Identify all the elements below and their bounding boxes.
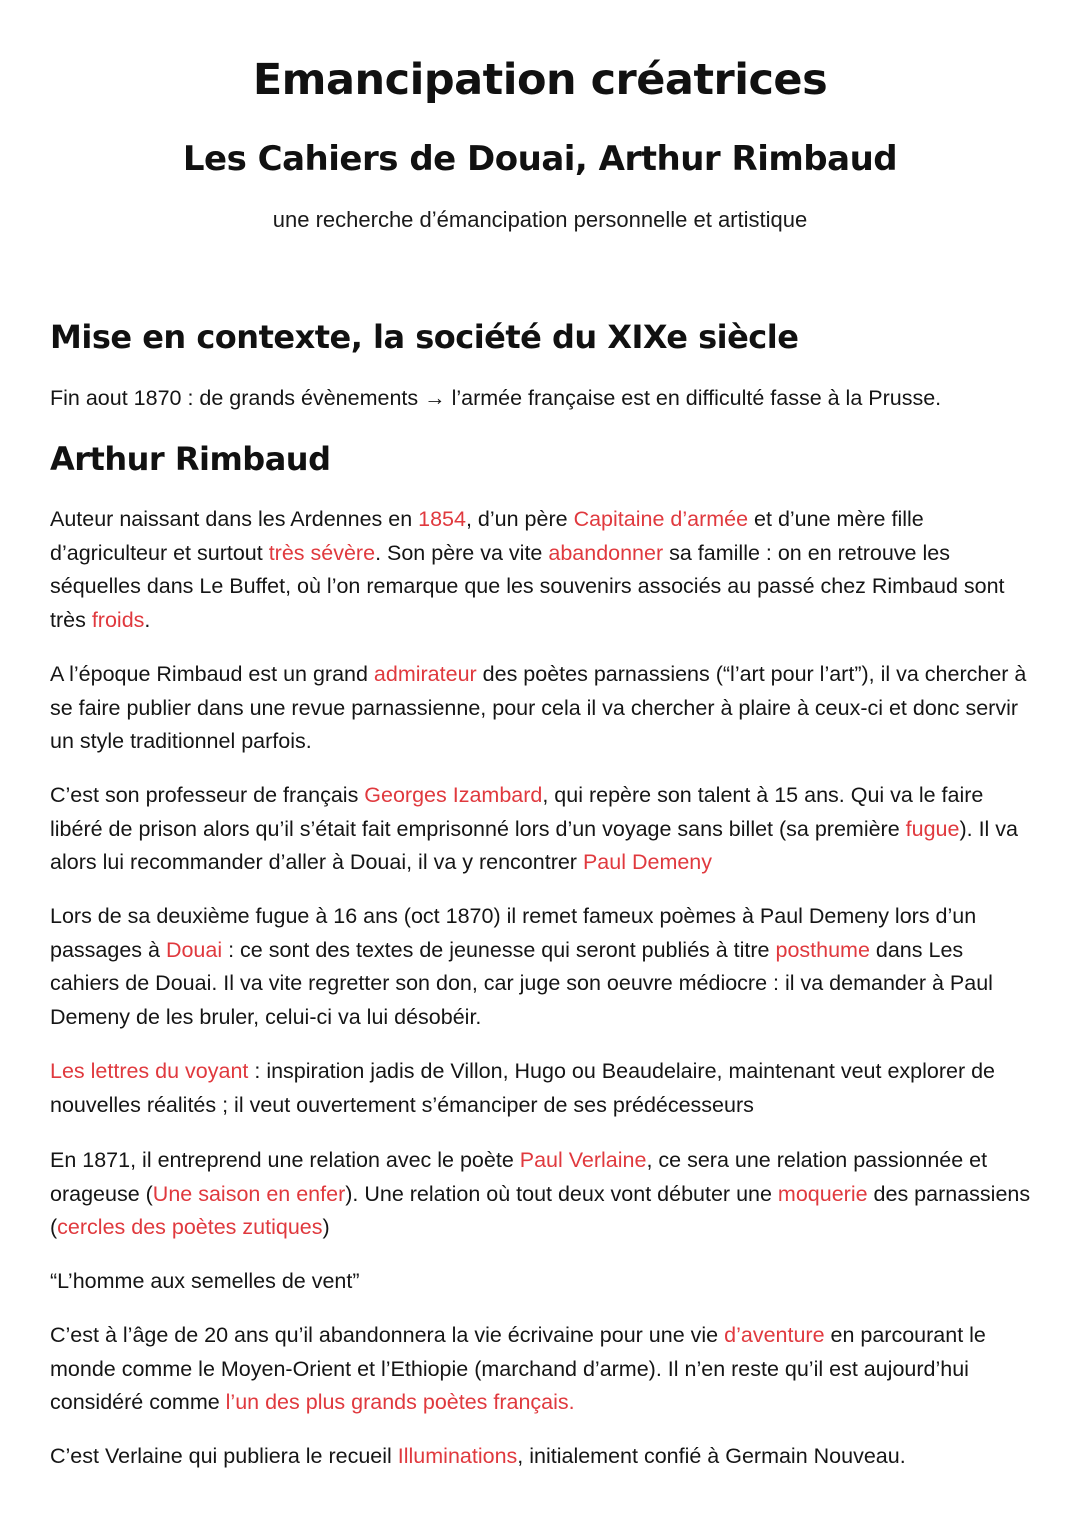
text-segment: et d’une mère fille d’agriculteur et surtout	[50, 507, 924, 565]
highlight-term: abandonner	[548, 540, 664, 565]
text-segment: Auteur naissant dans les Ardennes en	[50, 507, 419, 531]
text-segment: . Son père va vite	[375, 540, 549, 565]
text-segment: .	[144, 607, 151, 632]
highlight-term: admirateur	[373, 662, 477, 686]
text-segment: ). Il va alors lui recommander d’aller à Douai, il va y rencontrer	[50, 816, 1019, 874]
highlight-term: Une saison en enfer	[152, 1181, 346, 1206]
highlight-term: Illuminations	[397, 1444, 518, 1468]
text-segment: en parcourant le monde comme le Moyen-Orient et l’Ethiopie (marchand d’arme). Il n’en reste qu’il est aujourd’hui considéré comme	[50, 1323, 986, 1414]
highlight-term: froids	[91, 607, 145, 632]
text-segment: C’est Verlaine qui publiera le recueil	[50, 1444, 398, 1468]
paragraph-origins	[50, 503, 1010, 637]
highlight-term: Les lettres du voyant	[50, 1059, 249, 1083]
highlight-term: Paul Verlaine	[519, 1148, 647, 1172]
text-segment: C’est son professeur de français	[50, 783, 365, 807]
highlight-term: d’aventure	[724, 1323, 825, 1347]
highlight-term: cercles des poètes zutiques	[57, 1215, 323, 1239]
paragraph-quote	[50, 1265, 1035, 1299]
paragraph-illuminations	[50, 1440, 1035, 1474]
paragraph-douai	[50, 900, 1035, 1034]
document-subtitle: Les Cahiers de Douai, Arthur Rimbaud	[182, 139, 898, 179]
text-segment: : ce sont des textes de jeunesse qui seront publiés à titre	[222, 937, 776, 962]
paragraph-verlaine	[50, 1144, 1035, 1245]
text-segment: Fin aout 1870 : de grands évènements → l’armée française est en difficulté fasse à la Prusse.	[50, 386, 942, 410]
text-segment: Lors de sa deuxième fugue à 16 ans (oct 1870) il remet fameux poèmes à Paul Demeny lors d’un passages à	[50, 904, 977, 962]
text-segment: , qui repère son talent à 15 ans. Qui va le faire libéré de prison alors qu’il s’était fait emprisonné lors d’un voyage sans billet (sa première	[50, 783, 984, 841]
text-segment: “L’homme aux semelles de vent”	[50, 1269, 360, 1293]
text-segment: , ce sera une relation passionnée et orageuse (	[50, 1148, 988, 1206]
text-segment: ). Une relation où tout deux vont débuter une	[345, 1181, 778, 1206]
text-segment: dans Les cahiers de Douai. Il va vite regretter son don, car juge son oeuvre médiocre : il va demander à Paul Demeny de les bruler, celui-ci va lui désobéir.	[50, 937, 993, 1029]
highlight-term: posthume	[775, 937, 870, 962]
highlight-term: 1854	[418, 507, 466, 531]
text-segment: des parnassiens (	[50, 1181, 1031, 1239]
text-segment: )	[322, 1215, 330, 1239]
text-segment: : inspiration jadis de Villon, Hugo ou Beaudelaire, maintenant veut explorer de nouvelles réalités ; il veut ouvertement s’émanciper de ses prédécesseurs	[50, 1059, 996, 1117]
paragraph-parnassiens	[50, 658, 1035, 759]
paragraph-aventure	[50, 1319, 1035, 1420]
text-segment: des poètes parnassiens (“l’art pour l’art”), il va chercher à se faire publier dans une revue parnassienne, pour cela il va chercher à plaire à ceux-ci et donc servir un style traditionnel parfois.	[50, 662, 1027, 753]
document-tagline: une recherche d’émancipation personnelle et artistique	[272, 207, 808, 232]
text-segment: sa famille : on en retrouve les séquelles dans Le Buffet, où l’on remarque que les souvenirs associés au passé chez Rimbaud sont très	[50, 540, 1005, 632]
paragraph-voyant	[50, 1055, 1035, 1122]
document-title: Emancipation créatrices	[252, 55, 828, 105]
highlight-term: moquerie	[777, 1181, 868, 1206]
highlight-term: fugue	[905, 816, 960, 841]
text-segment: , initialement confié à Germain Nouveau.	[517, 1444, 906, 1468]
highlight-term: l’un des plus grands poètes français.	[225, 1390, 575, 1414]
text-segment: En 1871, il entreprend une relation avec le poète	[50, 1148, 520, 1172]
text-segment: C’est à l’âge de 20 ans qu’il abandonnera la vie écrivaine pour une vie	[50, 1323, 725, 1347]
paragraph-context	[50, 382, 1035, 416]
text-segment: , d’un père	[465, 507, 574, 531]
highlight-term: très sévère	[268, 540, 376, 565]
section-heading-rimbaud: Arthur Rimbaud	[50, 440, 331, 478]
highlight-term: Georges Izambard	[364, 783, 543, 807]
highlight-term: Douai	[165, 937, 223, 962]
highlight-term: Capitaine d’armée	[573, 507, 749, 531]
text-segment: A l’époque Rimbaud est un grand	[50, 662, 374, 686]
paragraph-izambard	[50, 779, 1035, 880]
highlight-term: Paul Demeny	[582, 850, 713, 874]
section-heading-context: Mise en contexte, la société du XIXe siècle	[50, 318, 799, 356]
